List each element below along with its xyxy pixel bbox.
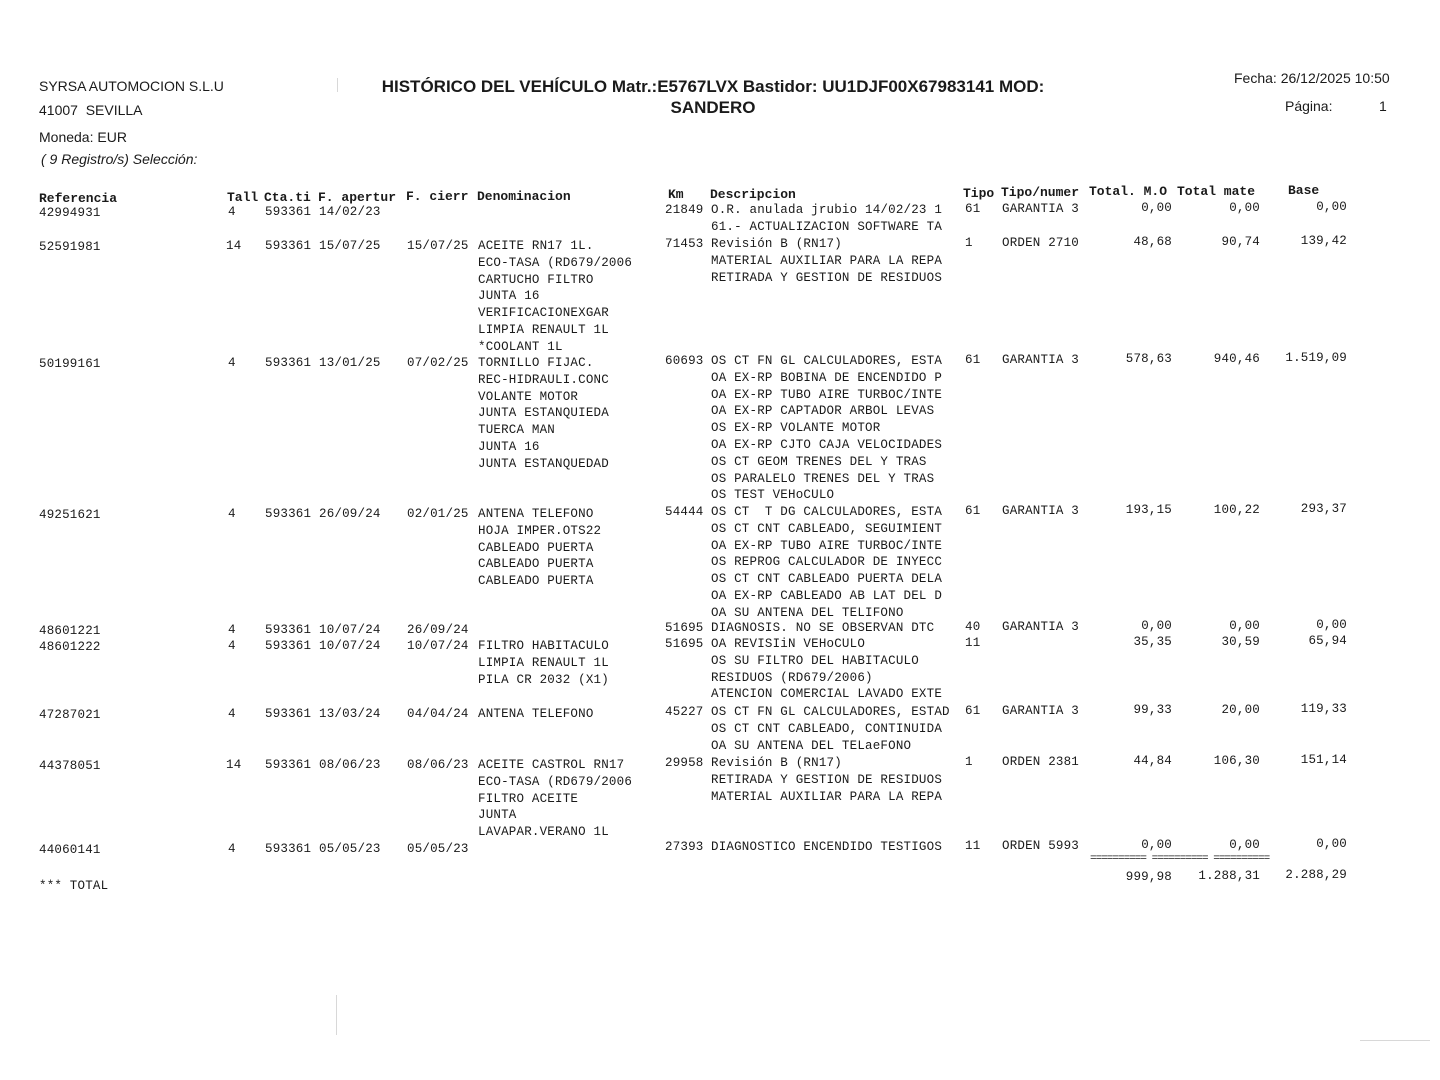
cell-referencia: 50199161: [39, 357, 101, 371]
cell-descripcion-line: Revisión B (RN17): [711, 756, 842, 770]
cell-denominacion-line: JUNTA ESTANQUIEDA: [478, 406, 609, 421]
cell-descripcion-line: OA EX-RP TUBO AIRE TURBOC/INTE: [711, 387, 943, 402]
cell-fecha-apertura: 14/02/23: [319, 205, 381, 219]
cell-referencia: 52591981: [39, 240, 101, 254]
cell-denominacion-line: LIMPIA RENAULT 1L: [478, 323, 609, 337]
total-label: *** TOTAL: [39, 879, 109, 893]
cell-denominacion-line: LIMPIA RENAULT 1L: [478, 655, 609, 670]
cell-fecha-apertura: 15/07/25: [319, 239, 381, 253]
cell-taller: 4: [228, 639, 236, 653]
company-name: SYRSA AUTOMOCION S.L.U: [39, 78, 224, 94]
col-descripcion: Descripcion: [710, 187, 796, 202]
page-label: Página:: [1285, 98, 1333, 114]
cell-descripcion-line: OS CT GEOM TRENES DEL Y TRAS: [711, 454, 927, 469]
cell-total-mo: 44,84: [1133, 754, 1172, 768]
cell-referencia: 44378051: [39, 759, 101, 773]
cell-fecha-apertura: 13/03/24: [319, 707, 381, 721]
cell-cta: 593361: [265, 639, 312, 653]
cell-denominacion-line: ANTENA TELEFONO: [478, 507, 594, 521]
cell-taller: 14: [226, 758, 242, 772]
col-tipo-numero: Tipo/numer: [1001, 185, 1080, 200]
cell-denominacion-line: ECO-TASA (RD679/2006: [478, 774, 633, 789]
cell-denominacion-line: CABLEADO PUERTA: [478, 574, 594, 589]
cell-taller: 4: [228, 623, 236, 637]
cell-fecha-apertura: 08/06/23: [319, 758, 381, 772]
cell-total-materiales: 0,00: [1229, 201, 1260, 215]
cell-denominacion-line: VERIFICACIONEXGAR: [478, 306, 609, 321]
cell-total-materiales: 0,00: [1229, 619, 1260, 633]
cell-denominacion-line: PILA CR 2032 (X1): [478, 672, 609, 687]
col-total-mo: Total. M.O: [1089, 184, 1168, 199]
cell-referencia: 42994931: [39, 206, 101, 220]
cell-tipo: 11: [965, 636, 981, 650]
cell-referencia: 48601221: [39, 624, 101, 638]
cell-base: 0,00: [1316, 618, 1347, 632]
cell-tipo-numero: ORDEN 2710: [1002, 236, 1080, 250]
cell-descripcion-line: 61.- ACTUALIZACION SOFTWARE TA: [711, 219, 943, 234]
cell-total-materiales: 20,00: [1221, 703, 1260, 717]
cell-taller: 4: [228, 205, 236, 219]
cell-descripcion-line: MATERIAL AUXILIAR PARA LA REPA: [711, 253, 943, 268]
page-number: 1: [1379, 98, 1387, 114]
cell-descripcion-line: OS EX-RP VOLANTE MOTOR: [711, 421, 881, 436]
cell-descripcion-line: OA EX-RP CJTO CAJA VELOCIDADES: [711, 438, 943, 452]
cell-total-mo: 193,15: [1125, 503, 1172, 517]
cell-total-mo: 0,00: [1141, 619, 1172, 633]
cell-fecha-apertura: 10/07/24: [319, 639, 381, 653]
cell-descripcion-line: OS SU FILTRO DEL HABITACULO: [711, 653, 919, 668]
cell-cta: 593361: [265, 239, 312, 253]
cell-descripcion-line: O.R. anulada jrubio 14/02/23 1: [711, 203, 943, 217]
cell-tipo: 1: [965, 755, 973, 769]
cell-fecha-cierre: 04/04/24: [407, 707, 469, 721]
cell-denominacion-line: JUNTA: [478, 808, 517, 823]
cell-cta: 593361: [265, 205, 312, 219]
col-tipo: Tipo: [963, 186, 995, 201]
cell-descripcion-line: RESIDUOS (RD679/2006): [711, 670, 873, 685]
currency-label: Moneda: EUR: [39, 129, 127, 145]
cell-descripcion-line: OA SU ANTENA DEL TELIFONO: [711, 605, 904, 620]
cell-denominacion-line: CARTUCHO FILTRO: [478, 272, 594, 287]
cell-descripcion-line: OS PARALELO TRENES DEL Y TRAS: [711, 471, 935, 486]
cell-descripcion-line: OA SU ANTENA DEL TELaeFONO: [711, 738, 912, 753]
cell-descripcion-line: OS CT CNT CABLEADO, CONTINUIDA: [711, 721, 943, 736]
cell-km: 51695: [665, 621, 704, 635]
col-total-materiales: Total mate: [1177, 184, 1256, 199]
total-mo: 999,98: [1125, 870, 1172, 884]
title-line-2: SANDERO: [670, 98, 756, 117]
cell-total-materiales: 90,74: [1221, 235, 1260, 249]
print-date: Fecha: 26/12/2025 10:50: [1234, 70, 1390, 86]
cell-tipo-numero: ORDEN 2381: [1002, 755, 1080, 769]
cell-tipo: 61: [965, 704, 981, 718]
scan-mark: [1360, 1040, 1430, 1041]
cell-referencia: 49251621: [39, 508, 101, 522]
col-fecha-apertura: F. apertur: [318, 190, 397, 205]
cell-descripcion-line: MATERIAL AUXILIAR PARA LA REPA: [711, 789, 943, 804]
cell-taller: 4: [228, 356, 236, 370]
col-fecha-cierre: F. cierr: [406, 189, 469, 204]
cell-total-mo: 48,68: [1133, 235, 1172, 249]
cell-total-materiales: 100,22: [1213, 503, 1260, 517]
title-line-1: HISTÓRICO DEL VEHÍCULO Matr.:E5767LVX Bastidor: UU1DJF00X67983141 MOD:: [381, 77, 1045, 96]
cell-cta: 593361: [265, 623, 312, 637]
col-denominacion: Denominacion: [477, 189, 571, 204]
scan-mark: [337, 78, 338, 92]
cell-tipo-numero: GARANTIA 3: [1002, 504, 1080, 518]
cell-fecha-cierre: 10/07/24: [407, 639, 469, 653]
total-base: 2.288,29: [1285, 868, 1347, 882]
col-referencia: Referencia: [39, 191, 118, 206]
cell-fecha-apertura: 05/05/23: [319, 842, 381, 856]
cell-total-mo: 578,63: [1125, 352, 1172, 366]
cell-tipo: 11: [965, 839, 981, 853]
cell-tipo-numero: GARANTIA 3: [1002, 353, 1080, 367]
cell-descripcion-line: OS CT FN GL CALCULADORES, ESTA: [711, 354, 943, 368]
cell-base: 139,42: [1300, 234, 1347, 248]
cell-denominacion-line: TORNILLO FIJAC.: [478, 356, 594, 370]
cell-descripcion-line: RETIRADA Y GESTION DE RESIDUOS: [711, 270, 943, 285]
cell-km: 21849: [665, 203, 704, 217]
cell-fecha-cierre: 08/06/23: [407, 758, 469, 772]
cell-denominacion-line: REC-HIDRAULI.CONC: [478, 372, 609, 387]
cell-km: 51695: [665, 637, 704, 651]
cell-total-mo: 0,00: [1141, 201, 1172, 215]
cell-descripcion-line: RETIRADA Y GESTION DE RESIDUOS: [711, 772, 943, 787]
cell-denominacion-line: JUNTA ESTANQUEDAD: [478, 456, 609, 471]
cell-denominacion-line: *COOLANT 1L: [478, 339, 563, 354]
cell-tipo: 61: [965, 353, 981, 367]
totals-separator: ========== ========== ==========: [1090, 853, 1270, 865]
cell-cta: 593361: [265, 507, 312, 521]
cell-tipo: 61: [965, 202, 981, 216]
cell-km: 71453: [665, 237, 704, 251]
cell-fecha-apertura: 10/07/24: [319, 623, 381, 637]
cell-denominacion-line: LAVAPAR.VERANO 1L: [478, 825, 609, 840]
cell-tipo: 40: [965, 620, 981, 634]
cell-tipo-numero: ORDEN 5993: [1002, 839, 1080, 853]
cell-denominacion-line: JUNTA 16: [478, 440, 540, 454]
cell-tipo: 1: [965, 236, 973, 250]
cell-fecha-apertura: 13/01/25: [319, 356, 381, 370]
cell-referencia: 47287021: [39, 708, 101, 722]
cell-fecha-cierre: 07/02/25: [407, 356, 469, 370]
cell-total-materiales: 30,59: [1221, 635, 1260, 649]
cell-descripcion-line: OA EX-RP CAPTADOR ARBOL LEVAS: [711, 404, 935, 419]
cell-descripcion-line: OS TEST VEHoCULO: [711, 488, 835, 503]
cell-descripcion-line: OS CT T DG CALCULADORES, ESTA: [711, 505, 943, 519]
col-tall: Tall: [227, 190, 259, 205]
cell-base: 0,00: [1316, 837, 1347, 851]
cell-base: 1.519,09: [1285, 351, 1347, 365]
cell-total-materiales: 940,46: [1213, 352, 1260, 366]
cell-total-materiales: 0,00: [1229, 838, 1260, 852]
company-city: 41007 SEVILLA: [39, 102, 143, 118]
cell-base: 119,33: [1300, 702, 1347, 716]
col-km: Km: [668, 187, 684, 202]
cell-descripcion-line: OS CT CNT CABLEADO PUERTA DELA: [711, 572, 943, 587]
cell-denominacion-line: JUNTA 16: [478, 289, 540, 304]
cell-base: 151,14: [1300, 753, 1347, 767]
cell-cta: 593361: [265, 842, 312, 856]
cell-denominacion-line: VOLANTE MOTOR: [478, 389, 579, 404]
cell-taller: 4: [228, 507, 236, 521]
cell-denominacion-line: CABLEADO PUERTA: [478, 540, 594, 555]
cell-base: 0,00: [1316, 200, 1347, 214]
cell-total-mo: 99,33: [1133, 703, 1172, 717]
cell-denominacion-line: ACEITE RN17 1L.: [478, 239, 594, 253]
cell-descripcion-line: OA REVISIiN VEHoCULO: [711, 637, 866, 651]
cell-tipo: 61: [965, 504, 981, 518]
cell-descripcion-line: OA EX-RP TUBO AIRE TURBOC/INTE: [711, 538, 943, 553]
cell-fecha-cierre: 15/07/25: [407, 239, 469, 253]
cell-descripcion-line: OS REPROG CALCULADOR DE INYECC: [711, 555, 943, 570]
cell-total-materiales: 106,30: [1213, 754, 1260, 768]
cell-denominacion-line: FILTRO HABITACULO: [478, 639, 609, 653]
cell-km: 60693: [665, 354, 704, 368]
cell-base: 65,94: [1308, 634, 1347, 648]
cell-fecha-cierre: 02/01/25: [407, 507, 469, 521]
col-cta: Cta.ti: [264, 190, 311, 205]
col-base: Base: [1288, 183, 1320, 198]
cell-taller: 4: [228, 842, 236, 856]
cell-denominacion-line: TUERCA MAN: [478, 423, 556, 438]
cell-km: 29958: [665, 756, 704, 770]
cell-tipo-numero: GARANTIA 3: [1002, 202, 1080, 216]
cell-km: 45227: [665, 705, 704, 719]
cell-cta: 593361: [265, 356, 312, 370]
cell-tipo-numero: GARANTIA 3: [1002, 704, 1080, 718]
scan-mark: [336, 995, 337, 1035]
cell-descripcion-line: Revisión B (RN17): [711, 237, 842, 251]
cell-descripcion-line: DIAGNOSIS. NO SE OBSERVAN DTC: [711, 621, 935, 635]
cell-descripcion-line: OS CT FN GL CALCULADORES, ESTAD: [711, 705, 950, 719]
cell-fecha-apertura: 26/09/24: [319, 507, 381, 521]
cell-tipo-numero: GARANTIA 3: [1002, 620, 1080, 634]
cell-denominacion-line: FILTRO ACEITE: [478, 791, 579, 806]
cell-km: 54444: [665, 505, 704, 519]
cell-denominacion-line: ACEITE CASTROL RN17: [478, 758, 625, 772]
cell-descripcion-line: ATENCION COMERCIAL LAVADO EXTE: [711, 687, 943, 702]
cell-base: 293,37: [1300, 502, 1347, 516]
cell-cta: 593361: [265, 758, 312, 772]
cell-km: 27393: [665, 840, 704, 854]
page-title: [353, 76, 1073, 118]
cell-fecha-cierre: 26/09/24: [407, 623, 469, 637]
cell-total-mo: 0,00: [1141, 838, 1172, 852]
cell-descripcion-line: OA EX-RP CABLEADO AB LAT DEL D: [711, 589, 943, 603]
selection-label: ( 9 Registro/s) Selección:: [41, 151, 198, 167]
cell-taller: 4: [228, 707, 236, 721]
cell-denominacion-line: CABLEADO PUERTA: [478, 557, 594, 572]
cell-total-mo: 35,35: [1133, 635, 1172, 649]
cell-denominacion-line: ECO-TASA (RD679/2006: [478, 255, 633, 270]
total-materiales: 1.288,31: [1198, 869, 1260, 883]
cell-descripcion-line: DIAGNOSTICO ENCENDIDO TESTIGOS: [711, 840, 943, 854]
cell-referencia: 48601222: [39, 640, 101, 654]
cell-taller: 14: [226, 239, 242, 253]
cell-cta: 593361: [265, 707, 312, 721]
cell-denominacion-line: ANTENA TELEFONO: [478, 707, 594, 721]
cell-descripcion-line: OS CT CNT CABLEADO, SEGUIMIENT: [711, 521, 943, 536]
cell-descripcion-line: OA EX-RP BOBINA DE ENCENDIDO P: [711, 370, 943, 385]
cell-denominacion-line: HOJA IMPER.OTS22: [478, 523, 602, 538]
cell-referencia: 44060141: [39, 843, 101, 857]
cell-fecha-cierre: 05/05/23: [407, 842, 469, 856]
